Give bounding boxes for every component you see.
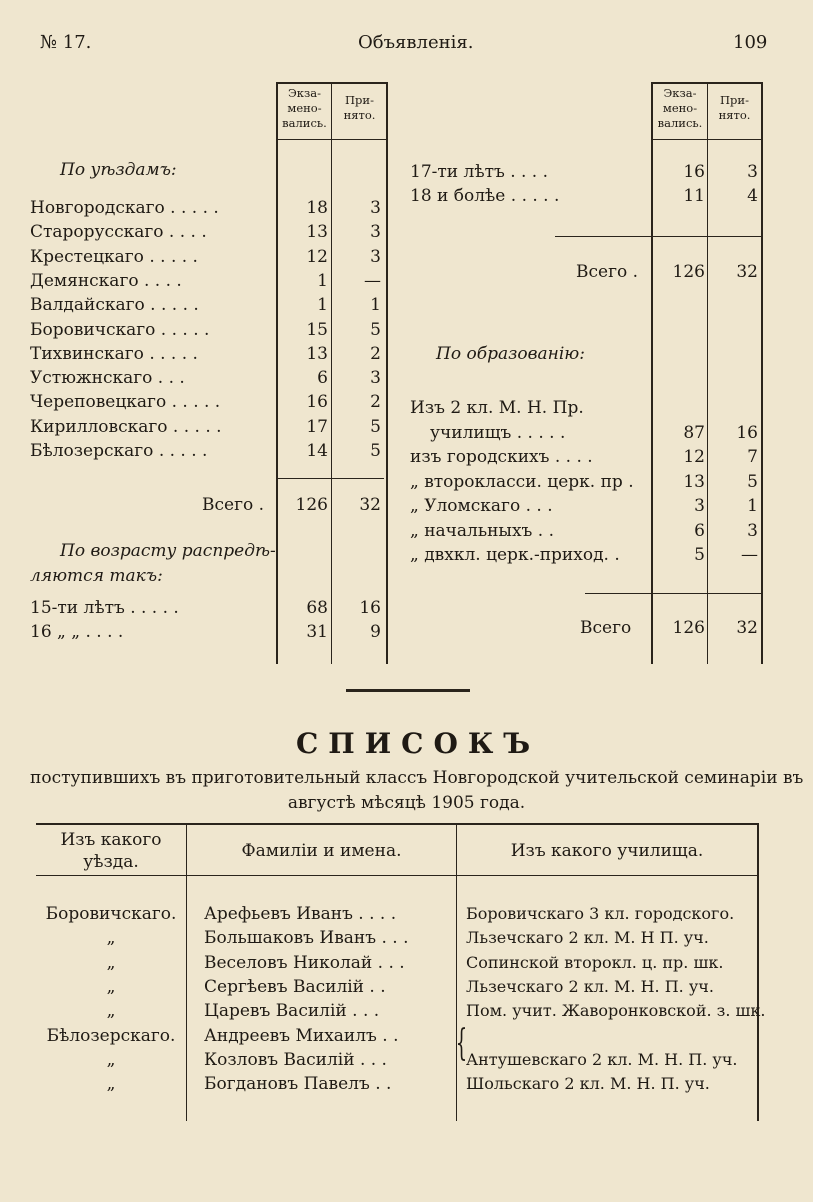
district-acc: 2 [370, 392, 381, 413]
student-school: Боровичскаго 3 кл. городского. [466, 904, 735, 923]
edu-acc: 7 [747, 447, 758, 467]
right-col-exam-header: Экза- мено- вались. [657, 86, 703, 130]
student-name: Большаковъ Иванъ . . . [204, 928, 409, 949]
edu-exam: 12 [683, 447, 705, 467]
student-school: Льзечскаго 2 кл. М. Н П. уч. [466, 928, 709, 948]
district-acc: 1 [370, 295, 381, 316]
age-name: 18 и болѣе . . . . . [410, 186, 560, 206]
district-name: Старорусскаго . . . . [30, 222, 207, 243]
student-district: „ [106, 1049, 116, 1070]
student-district: „ [106, 952, 116, 973]
age-exam: 31 [306, 622, 328, 642]
edu-exam: 13 [683, 471, 705, 492]
student-district: „ [106, 1001, 116, 1022]
district-exam: 15 [306, 319, 328, 340]
district-acc: — [364, 270, 381, 291]
district-name: Череповецкаго . . . . . [30, 392, 221, 413]
age-acc: 9 [370, 622, 381, 642]
right-col-acc-header: При- нято. [718, 93, 751, 122]
district-exam: 13 [306, 222, 328, 243]
age-exam: 11 [683, 186, 705, 206]
student-district: „ [106, 976, 116, 997]
student-district: Бѣлозерскаго. [46, 1025, 176, 1046]
left-total-exam: 126 [295, 495, 328, 515]
student-name: Арефьевъ Иванъ . . . . [204, 904, 397, 924]
district-acc: 5 [370, 416, 381, 437]
edu-row-1-exam: 87 [683, 423, 705, 443]
edu-exam: 5 [694, 545, 705, 565]
district-name: Новгородскаго . . . . . [30, 198, 219, 218]
age-name: 15-ти лѣтъ . . . . . [30, 598, 179, 618]
district-exam: 1 [317, 270, 328, 291]
district-name: Бѣлозерскаго . . . . . [30, 441, 208, 461]
district-name: Устюжнскаго . . . [30, 368, 185, 389]
student-name: Сергѣевъ Василій . . [204, 976, 386, 997]
col2-header: Фамиліи и имена. [241, 841, 402, 861]
age-acc: 3 [747, 162, 758, 182]
edu-name: „ начальныхъ . . [410, 520, 554, 541]
student-district: Боровичскаго. [45, 904, 177, 924]
edu-acc: 3 [747, 520, 758, 541]
student-school: Сопинской второкл. ц. пр. шк. [466, 952, 724, 972]
student-name: Козловъ Василій . . . [204, 1049, 387, 1070]
edu-name: „ двхкл. церк.-приход. . [410, 545, 620, 565]
student-school: Шольскаго 2 кл. М. Н. П. уч. [466, 1074, 710, 1094]
district-exam: 14 [306, 441, 328, 461]
district-acc: 5 [370, 441, 381, 461]
edu-row-1b: училищъ . . . . . [430, 423, 566, 443]
district-name: Валдайскаго . . . . . [30, 295, 199, 316]
edu-exam: 3 [694, 496, 705, 516]
district-exam: 12 [306, 246, 328, 267]
right-total-exam-2: 126 [672, 618, 705, 638]
brace-mark: { [455, 1023, 468, 1064]
edu-row-1-acc: 16 [736, 423, 758, 443]
student-district: „ [106, 1074, 116, 1095]
district-exam: 6 [317, 368, 328, 389]
left-total-acc: 32 [359, 495, 381, 515]
age-acc: 4 [747, 186, 758, 206]
age-exam: 16 [683, 162, 705, 182]
age-exam: 68 [306, 598, 328, 618]
edu-acc: 5 [747, 471, 758, 492]
district-name: Демянскаго . . . . [30, 270, 182, 291]
edu-row-1a: Изъ 2 кл. М. Н. Пр. [410, 398, 584, 418]
district-name: Боровичскаго . . . . . [30, 319, 210, 340]
list-title: СПИСОКЪ [296, 727, 541, 760]
right-total-acc-1: 32 [736, 262, 758, 282]
list-subtitle-1: поступившихъ въ приготовительный классъ Новгородской учительской семинаріи въ [30, 768, 804, 788]
section-title-education: По образованію: [436, 344, 585, 364]
district-exam: 18 [306, 198, 328, 218]
district-name: Тихвинскаго . . . . . [30, 343, 198, 364]
right-total-label-2: Всего [580, 618, 632, 638]
age-name: 16 „ „ . . . . [30, 622, 124, 642]
page-title: Объявленія. [358, 32, 474, 53]
edu-acc: 1 [747, 496, 758, 516]
district-exam: 13 [306, 343, 328, 364]
age-acc: 16 [359, 598, 381, 618]
edu-name: „ Уломскаго . . . [410, 496, 553, 516]
right-total-acc-2: 32 [736, 618, 758, 638]
page-number: 109 [733, 32, 768, 53]
student-name: Царевъ Василій . . . [204, 1001, 380, 1022]
district-acc: 3 [370, 198, 381, 218]
district-acc: 3 [370, 222, 381, 243]
edu-name: изъ городскихъ . . . . [410, 447, 593, 467]
district-acc: 3 [370, 246, 381, 267]
student-school: Льзечскаго 2 кл. М. Н. П. уч. [466, 976, 714, 996]
age-title-2: ляются такъ: [30, 566, 163, 586]
district-exam: 16 [306, 392, 328, 413]
student-district: „ [106, 928, 116, 949]
district-acc: 2 [370, 343, 381, 364]
edu-acc: — [741, 545, 758, 565]
district-exam: 17 [306, 416, 328, 437]
student-name: Андреевъ Михаилъ . . [204, 1025, 399, 1046]
left-col-exam-header: Экза- мено- вались. [282, 86, 327, 130]
col3-header: Изъ какого училища. [510, 841, 704, 861]
student-school: Антушевскаго 2 кл. М. Н. П. уч. [466, 1049, 738, 1069]
student-name: Веселовъ Николай . . . [204, 952, 405, 973]
right-total-exam-1: 126 [672, 262, 705, 282]
section-divider [346, 689, 470, 692]
list-subtitle-2: августѣ мѣсяцѣ 1905 года. [287, 793, 526, 813]
student-school: Пом. учит. Жаворонковской. з. шк. [466, 1001, 766, 1021]
right-total-label-1: Всего . [576, 262, 639, 282]
left-total-label: Всего . [202, 495, 265, 515]
left-col-acc-header: При- нято. [343, 93, 376, 122]
issue-number: № 17. [40, 32, 92, 53]
age-title-1: По возрасту распредѣ- [60, 541, 276, 561]
section-title-districts: По уѣздамъ: [60, 160, 177, 180]
edu-exam: 6 [694, 520, 705, 541]
district-name: Кирилловскаго . . . . . [30, 416, 222, 437]
district-acc: 5 [370, 319, 381, 340]
col1-header-2: уѣзда. [83, 852, 139, 872]
district-acc: 3 [370, 368, 381, 389]
student-name: Богдановъ Павелъ . . [204, 1074, 392, 1095]
district-exam: 1 [317, 295, 328, 316]
edu-name: „ второкласси. церк. пр . [410, 471, 634, 492]
age-name: 17-ти лѣтъ . . . . [410, 162, 549, 182]
district-name: Крестецкаго . . . . . [30, 246, 198, 267]
col1-header-1: Изъ какого [60, 830, 162, 850]
